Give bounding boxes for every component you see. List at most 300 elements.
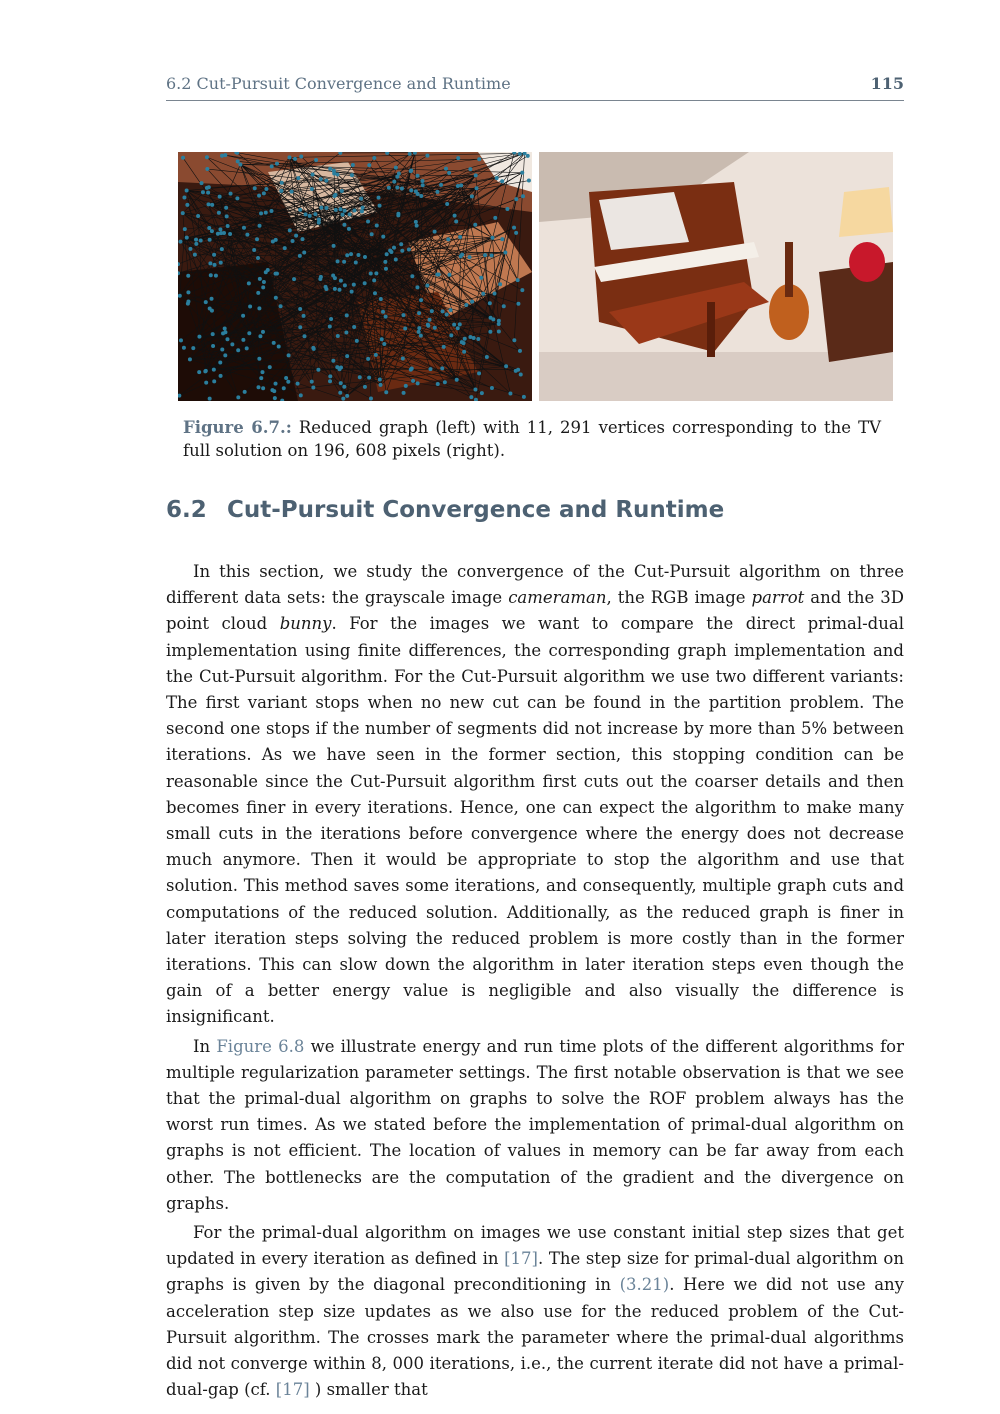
graph-vertex bbox=[179, 338, 183, 342]
graph-vertex bbox=[270, 164, 274, 168]
graph-vertex bbox=[372, 156, 376, 160]
graph-vertex bbox=[302, 314, 306, 318]
sheet-music bbox=[599, 192, 689, 250]
graph-vertex bbox=[329, 317, 333, 321]
graph-vertex bbox=[518, 152, 522, 156]
text-run: In bbox=[193, 1036, 217, 1056]
graph-vertex bbox=[453, 214, 457, 218]
graph-vertex bbox=[447, 171, 451, 175]
graph-vertex bbox=[333, 194, 337, 198]
body-text bbox=[166, 559, 904, 1407]
graph-vertex bbox=[210, 229, 214, 233]
graph-vertex bbox=[455, 378, 459, 382]
graph-vertex bbox=[188, 357, 192, 361]
graph-vertex bbox=[350, 290, 354, 294]
graph-vertex bbox=[324, 206, 328, 210]
text-run: we illustrate energy and run time plots of the different algorithms for multiple regularization parameter settings. The first notable observation is that we see that the primal-dual algorithm on graphs to solve the ROF problem always has the worst run times. As we stated before the implementation of primal-dual algorithm on graphs is not efficient. The location of values in memory can be far away from each other. The bottlenecks are the computation of the gradient and the divergence on graphs. bbox=[166, 1036, 904, 1213]
graph-vertex bbox=[504, 364, 508, 368]
graph-vertex bbox=[204, 300, 208, 304]
graph-vertex bbox=[375, 224, 379, 228]
graph-vertex bbox=[206, 191, 210, 195]
graph-vertex bbox=[519, 372, 523, 376]
graph-vertex bbox=[283, 246, 287, 250]
graph-vertex bbox=[260, 370, 264, 374]
graph-vertex bbox=[381, 310, 385, 314]
graph-vertex bbox=[212, 379, 216, 383]
graph-vertex bbox=[311, 173, 315, 177]
graph-vertex bbox=[490, 254, 494, 258]
graph-vertex bbox=[419, 334, 423, 338]
graph-vertex bbox=[351, 163, 355, 167]
graph-vertex bbox=[222, 231, 226, 235]
graph-vertex bbox=[342, 260, 346, 264]
graph-vertex bbox=[468, 255, 472, 259]
graph-vertex bbox=[201, 190, 205, 194]
graph-vertex bbox=[242, 226, 246, 230]
graph-vertex bbox=[447, 273, 451, 277]
graph-vertex bbox=[443, 380, 447, 384]
graph-vertex bbox=[193, 253, 197, 257]
graph-vertex bbox=[341, 213, 345, 217]
graph-vertex bbox=[500, 237, 504, 241]
graph-vertex bbox=[343, 209, 347, 213]
graph-vertex bbox=[328, 325, 332, 329]
tv-solution-svg bbox=[539, 152, 893, 401]
graph-vertex bbox=[417, 311, 421, 315]
graph-vertex bbox=[493, 292, 497, 296]
graph-vertex bbox=[355, 339, 359, 343]
graph-vertex bbox=[428, 367, 432, 371]
graph-vertex bbox=[464, 303, 468, 307]
graph-vertex bbox=[298, 254, 302, 258]
paragraph-2 bbox=[166, 1034, 904, 1217]
graph-vertex bbox=[286, 380, 290, 384]
text-run: . For the images we want to compare the direct primal-dual implementation using finite differences, the corresponding graph implementation and the Cut-Pursuit algorithm. For the Cut-Pursuit algorithm we use two different variants: The first variant stops when no new cut can be found in the partition problem. The second one stops if the number of segments did not increase by more than 5% between iterations. As we have seen in the former section, this stopping condition can be reasonable since the Cut-Pursuit algorithm first cuts out the coarser details and then becomes finer in every iterations. Hence, one can expect the algorithm to make many small cuts in the iterations before convergence where the energy does not decrease much anymore. Then it would be appropriate to stop the algorithm and use that solution. This method saves some iterations, and consequently, multiple graph cuts and computations of the reduced solution. Additionally, as the reduced graph is finer in later iteration steps solving the reduced problem is more costly than in the former iterations. This can slow down the algorithm in later iteration steps even though the gain of a better energy value is negligible and also visually the difference is insignificant. bbox=[166, 614, 904, 1027]
graph-vertex bbox=[333, 287, 337, 291]
graph-vertex bbox=[516, 302, 520, 306]
graph-vertex bbox=[384, 267, 388, 271]
graph-vertex bbox=[416, 192, 420, 196]
graph-vertex bbox=[328, 379, 332, 383]
graph-vertex bbox=[311, 346, 315, 350]
graph-vertex bbox=[212, 368, 216, 372]
graph-vertex bbox=[259, 376, 263, 380]
graph-vertex bbox=[224, 206, 228, 210]
graph-vertex bbox=[274, 238, 278, 242]
graph-vertex bbox=[259, 211, 263, 215]
reduced-graph-svg bbox=[178, 152, 532, 401]
graph-vertex bbox=[430, 309, 434, 313]
graph-vertex bbox=[480, 391, 484, 395]
graph-vertex bbox=[197, 335, 201, 339]
graph-vertex bbox=[503, 250, 507, 254]
graph-vertex bbox=[488, 301, 492, 305]
graph-vertex bbox=[366, 357, 370, 361]
graph-vertex bbox=[274, 296, 278, 300]
graph-vertex bbox=[229, 192, 233, 196]
graph-vertex bbox=[298, 208, 302, 212]
graph-vertex bbox=[264, 211, 268, 215]
graph-vertex bbox=[347, 227, 351, 231]
graph-vertex bbox=[345, 313, 349, 317]
running-header bbox=[166, 74, 904, 101]
graph-vertex bbox=[385, 252, 389, 256]
graph-vertex bbox=[514, 197, 518, 201]
graph-vertex bbox=[343, 283, 347, 287]
graph-vertex bbox=[388, 248, 392, 252]
graph-vertex bbox=[498, 282, 502, 286]
graph-vertex bbox=[485, 355, 489, 359]
graph-vertex bbox=[298, 325, 302, 329]
reduced-graph-image bbox=[178, 152, 532, 401]
graph-vertex bbox=[328, 167, 332, 171]
graph-vertex bbox=[449, 333, 453, 337]
graph-vertex bbox=[345, 394, 349, 398]
graph-vertex bbox=[253, 186, 257, 190]
graph-vertex bbox=[238, 162, 242, 166]
graph-vertex bbox=[372, 278, 376, 282]
graph-vertex bbox=[257, 194, 261, 198]
figure-caption bbox=[183, 416, 881, 462]
text-run: In this section, we study the convergence of the Cut-Pursuit algorithm on three different data sets: the grayscale image bbox=[166, 562, 904, 608]
graph-vertex bbox=[493, 216, 497, 220]
graph-vertex bbox=[379, 297, 383, 301]
graph-vertex bbox=[194, 238, 198, 242]
graph-vertex bbox=[382, 342, 386, 346]
graph-vertex bbox=[261, 330, 265, 334]
graph-vertex bbox=[203, 369, 207, 373]
graph-vertex bbox=[396, 213, 400, 217]
graph-vertex bbox=[219, 261, 223, 265]
graph-vertex bbox=[394, 257, 398, 261]
graph-vertex bbox=[220, 247, 224, 251]
graph-vertex bbox=[497, 330, 501, 334]
graph-vertex bbox=[241, 314, 245, 318]
graph-vertex bbox=[324, 285, 328, 289]
graph-vertex bbox=[456, 326, 460, 330]
paragraph-3 bbox=[166, 1220, 904, 1403]
graph-vertex bbox=[262, 280, 266, 284]
graph-vertex bbox=[205, 167, 209, 171]
graph-vertex bbox=[336, 334, 340, 338]
graph-vertex bbox=[340, 189, 344, 193]
graph-vertex bbox=[205, 155, 209, 159]
graph-vertex bbox=[417, 326, 421, 330]
graph-vertex bbox=[369, 271, 373, 275]
graph-vertex bbox=[445, 202, 449, 206]
graph-vertex bbox=[204, 381, 208, 385]
graph-vertex bbox=[287, 353, 291, 357]
graph-vertex bbox=[473, 388, 477, 392]
paragraph-1 bbox=[166, 559, 904, 1031]
citation-link[interactable]: [17] bbox=[275, 1380, 310, 1400]
graph-vertex bbox=[310, 187, 314, 191]
graph-vertex bbox=[317, 217, 321, 221]
graph-vertex bbox=[416, 174, 420, 178]
graph-vertex bbox=[181, 211, 185, 215]
graph-vertex bbox=[495, 176, 499, 180]
graph-vertex bbox=[258, 334, 262, 338]
tv-solution-image bbox=[539, 152, 893, 401]
graph-vertex bbox=[223, 353, 227, 357]
graph-vertex bbox=[248, 304, 252, 308]
graph-vertex bbox=[521, 194, 525, 198]
graph-vertex bbox=[369, 396, 373, 400]
graph-vertex bbox=[188, 247, 192, 251]
graph-vertex bbox=[374, 271, 378, 275]
graph-vertex bbox=[264, 187, 268, 191]
graph-vertex bbox=[258, 224, 262, 228]
graph-vertex bbox=[313, 212, 317, 216]
graph-vertex bbox=[352, 209, 356, 213]
graph-vertex bbox=[459, 254, 463, 258]
caption-text: Reduced graph (left) with 11, 291 vertices corresponding to the TV full solution on 196, 608 pixels (right). bbox=[183, 418, 881, 460]
graph-vertex bbox=[302, 334, 306, 338]
text-run: and the 3D point cloud bbox=[166, 588, 904, 634]
graph-vertex bbox=[208, 261, 212, 265]
graph-vertex bbox=[208, 238, 212, 242]
graph-vertex bbox=[219, 374, 223, 378]
graph-vertex bbox=[212, 253, 216, 257]
equation-reference-link[interactable]: (3.21) bbox=[619, 1275, 670, 1295]
graph-vertex bbox=[298, 307, 302, 311]
graph-vertex bbox=[339, 279, 343, 283]
graph-vertex bbox=[383, 260, 387, 264]
graph-vertex bbox=[425, 154, 429, 158]
graph-vertex bbox=[287, 155, 291, 159]
graph-vertex bbox=[272, 389, 276, 393]
graph-vertex bbox=[257, 357, 261, 361]
graph-vertex bbox=[401, 357, 405, 361]
graph-vertex bbox=[226, 224, 230, 228]
graph-vertex bbox=[342, 223, 346, 227]
graph-vertex bbox=[290, 190, 294, 194]
graph-vertex bbox=[435, 190, 439, 194]
graph-vertex bbox=[304, 212, 308, 216]
graph-vertex bbox=[410, 274, 414, 278]
graph-vertex bbox=[409, 169, 413, 173]
graph-vertex bbox=[241, 338, 245, 342]
graph-vertex bbox=[185, 203, 189, 207]
graph-vertex bbox=[181, 156, 185, 160]
graph-vertex bbox=[210, 203, 214, 207]
graph-vertex bbox=[395, 185, 399, 189]
graph-vertex bbox=[459, 183, 463, 187]
graph-vertex bbox=[296, 382, 300, 386]
graph-vertex bbox=[408, 152, 412, 156]
graph-vertex bbox=[299, 155, 303, 159]
graph-vertex bbox=[252, 248, 256, 252]
graph-vertex bbox=[218, 360, 222, 364]
graph-vertex bbox=[470, 194, 474, 198]
graph-vertex bbox=[294, 234, 298, 238]
graph-vertex bbox=[442, 345, 446, 349]
graph-vertex bbox=[512, 226, 516, 230]
graph-vertex bbox=[458, 322, 462, 326]
graph-vertex bbox=[474, 173, 478, 177]
graph-vertex bbox=[444, 167, 448, 171]
graph-vertex bbox=[191, 346, 195, 350]
graph-vertex bbox=[247, 281, 251, 285]
graph-vertex bbox=[319, 206, 323, 210]
graph-vertex bbox=[262, 191, 266, 195]
graph-vertex bbox=[456, 184, 460, 188]
graph-vertex bbox=[310, 380, 314, 384]
text-run: , the RGB image bbox=[606, 588, 752, 608]
graph-vertex bbox=[197, 370, 201, 374]
page-number: 115 bbox=[870, 74, 904, 93]
graph-vertex bbox=[257, 306, 261, 310]
graph-vertex bbox=[223, 330, 227, 334]
graph-vertex bbox=[236, 395, 240, 399]
graph-vertex bbox=[516, 278, 520, 282]
graph-vertex bbox=[342, 385, 346, 389]
citation-link[interactable]: [17] bbox=[504, 1249, 538, 1269]
graph-vertex bbox=[363, 385, 367, 389]
graph-vertex bbox=[490, 386, 494, 390]
graph-vertex bbox=[508, 392, 512, 396]
graph-vertex bbox=[293, 157, 297, 161]
graph-vertex bbox=[291, 239, 295, 243]
graph-vertex bbox=[350, 173, 354, 177]
graph-vertex bbox=[520, 171, 524, 175]
graph-vertex bbox=[512, 338, 516, 342]
graph-vertex bbox=[414, 220, 418, 224]
graph-vertex bbox=[400, 249, 404, 253]
graph-vertex bbox=[421, 183, 425, 187]
graph-vertex bbox=[339, 381, 343, 385]
graph-vertex bbox=[205, 186, 209, 190]
graph-vertex bbox=[358, 375, 362, 379]
graph-vertex bbox=[356, 253, 360, 257]
graph-vertex bbox=[440, 366, 444, 370]
graph-vertex bbox=[301, 237, 305, 241]
graph-vertex bbox=[441, 309, 445, 313]
graph-vertex bbox=[230, 342, 234, 346]
graph-vertex bbox=[279, 304, 283, 308]
graph-vertex bbox=[428, 318, 432, 322]
graph-vertex bbox=[373, 291, 377, 295]
graph-vertex bbox=[514, 369, 518, 373]
graph-vertex bbox=[392, 180, 396, 184]
graph-vertex bbox=[288, 228, 292, 232]
graph-vertex bbox=[178, 240, 182, 244]
header-section-title: 6.2 Cut-Pursuit Convergence and Runtime bbox=[166, 74, 511, 93]
section-title: Cut-Pursuit Convergence and Runtime bbox=[227, 497, 725, 523]
graph-vertex bbox=[348, 212, 352, 216]
graph-vertex bbox=[473, 223, 477, 227]
figure-reference-link[interactable]: Figure 6.8 bbox=[216, 1036, 305, 1056]
graph-vertex bbox=[186, 302, 190, 306]
graph-vertex bbox=[194, 242, 198, 246]
graph-vertex bbox=[210, 297, 214, 301]
graph-vertex bbox=[275, 162, 279, 166]
graph-vertex bbox=[316, 368, 320, 372]
graph-vertex bbox=[256, 385, 260, 389]
graph-vertex bbox=[209, 273, 213, 277]
graph-vertex bbox=[395, 175, 399, 179]
graph-vertex bbox=[200, 181, 204, 185]
graph-vertex bbox=[208, 306, 212, 310]
graph-vertex bbox=[319, 177, 323, 181]
graph-vertex bbox=[437, 272, 441, 276]
graph-vertex bbox=[488, 330, 492, 334]
graph-vertex bbox=[417, 330, 421, 334]
graph-vertex bbox=[425, 284, 429, 288]
emphasis-cameraman: cameraman bbox=[508, 588, 607, 608]
graph-vertex bbox=[211, 344, 215, 348]
graph-vertex bbox=[211, 332, 215, 336]
graph-vertex bbox=[354, 261, 358, 265]
graph-vertex bbox=[220, 154, 224, 158]
graph-vertex bbox=[258, 277, 262, 281]
graph-vertex bbox=[479, 276, 483, 280]
graph-vertex bbox=[489, 316, 493, 320]
graph-vertex bbox=[518, 349, 522, 353]
graph-vertex bbox=[319, 275, 323, 279]
graph-vertex bbox=[269, 209, 273, 213]
graph-vertex bbox=[292, 277, 296, 281]
graph-vertex bbox=[475, 186, 479, 190]
graph-vertex bbox=[377, 196, 381, 200]
graph-vertex bbox=[363, 281, 367, 285]
piano-leg bbox=[707, 302, 715, 357]
graph-vertex bbox=[470, 300, 474, 304]
graph-vertex bbox=[370, 232, 374, 236]
graph-vertex bbox=[302, 251, 306, 255]
graph-vertex bbox=[502, 304, 506, 308]
graph-vertex bbox=[426, 323, 430, 327]
graph-vertex bbox=[217, 211, 221, 215]
graph-vertex bbox=[419, 194, 423, 198]
graph-vertex bbox=[381, 235, 385, 239]
graph-vertex bbox=[268, 365, 272, 369]
graph-vertex bbox=[527, 179, 531, 183]
graph-vertex bbox=[336, 259, 340, 263]
graph-vertex bbox=[207, 226, 211, 230]
graph-vertex bbox=[367, 376, 371, 380]
graph-vertex bbox=[477, 371, 481, 375]
graph-vertex bbox=[264, 270, 268, 274]
graph-vertex bbox=[378, 204, 382, 208]
figure-label: Figure 6.7.: bbox=[183, 418, 292, 437]
graph-vertex bbox=[387, 186, 391, 190]
graph-vertex bbox=[282, 386, 286, 390]
graph-vertex bbox=[182, 346, 186, 350]
graph-vertex bbox=[469, 395, 473, 399]
graph-vertex bbox=[411, 379, 415, 383]
graph-vertex bbox=[392, 246, 396, 250]
graph-vertex bbox=[419, 298, 423, 302]
graph-vertex bbox=[206, 202, 210, 206]
graph-vertex bbox=[236, 159, 240, 163]
graph-vertex bbox=[514, 231, 518, 235]
text-run: . Here we did not use any acceleration step size updates as we also use for the reduced problem of the Cut-Pursuit algorithm. The crosses mark the parameter where the primal-dual algorithms did not converge within 8, 000 iterations, i.e., the current iterate did not have a primal-dual-gap (cf. bbox=[166, 1275, 904, 1400]
graph-vertex bbox=[445, 313, 449, 317]
graph-vertex bbox=[526, 154, 530, 158]
graph-vertex bbox=[223, 153, 227, 157]
graph-vertex bbox=[403, 326, 407, 330]
emphasis-bunny: bunny bbox=[279, 614, 332, 634]
graph-vertex bbox=[420, 179, 424, 183]
graph-vertex bbox=[490, 236, 494, 240]
graph-vertex bbox=[247, 331, 251, 335]
emphasis-parrot: parrot bbox=[751, 588, 805, 608]
figure-6-7 bbox=[178, 152, 893, 401]
lamp-base bbox=[849, 242, 885, 282]
graph-vertex bbox=[338, 391, 342, 395]
graph-vertex bbox=[186, 290, 190, 294]
